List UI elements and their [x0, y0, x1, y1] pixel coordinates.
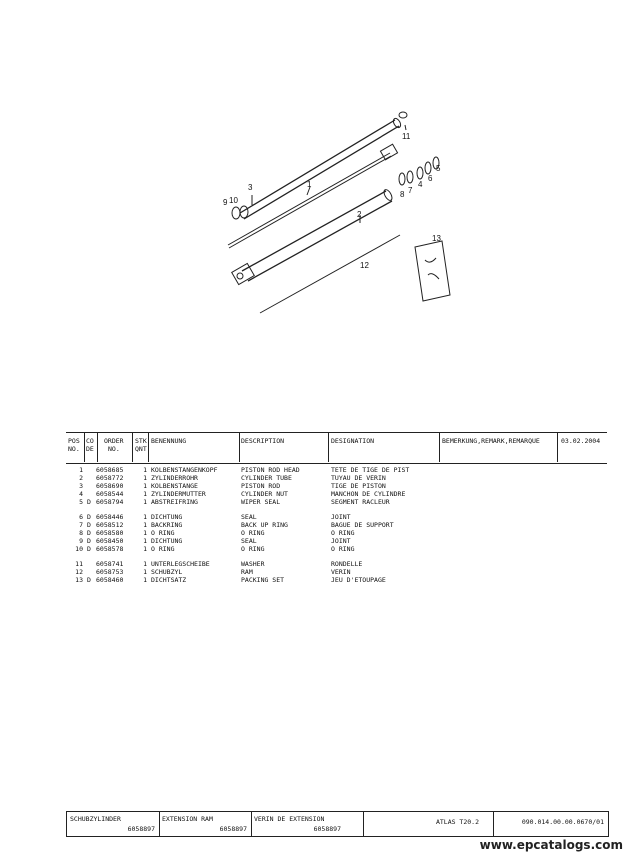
- row-order: 6058578: [96, 545, 124, 553]
- callout-2: 2: [357, 210, 362, 219]
- row-order: 6058450: [96, 537, 124, 545]
- table-row: [66, 537, 607, 545]
- row-de: KOLBENSTANGE: [151, 482, 198, 490]
- parts-table-body: [66, 466, 607, 584]
- callout-12: 12: [360, 261, 369, 270]
- row-qty: 1: [143, 545, 147, 553]
- row-en: CYLINDER NUT: [241, 490, 288, 498]
- watermark: www.epcatalogs.com: [479, 838, 623, 852]
- row-qty: 1: [143, 474, 147, 482]
- callout-10: 10: [229, 196, 238, 205]
- row-pos: 3: [79, 482, 83, 490]
- row-qty: 1: [143, 576, 147, 584]
- row-code: D: [87, 513, 91, 521]
- row-en: RAM: [241, 568, 253, 576]
- callout-6: 6: [428, 174, 433, 183]
- row-en: PACKING SET: [241, 576, 285, 584]
- document-reference: 090.014.00.00.0670/01: [521, 818, 604, 826]
- callout-5: 5: [436, 164, 441, 173]
- order-header-line1: ORDER: [104, 437, 124, 445]
- row-de: ABSTREIFRING: [151, 498, 198, 506]
- row-de: UNTERLEGSCHEIBE: [151, 560, 210, 568]
- divider: [239, 432, 240, 462]
- table-row: [66, 474, 607, 482]
- row-qty: 1: [143, 537, 147, 545]
- row-qty: 1: [143, 466, 147, 474]
- table-row: [66, 568, 607, 576]
- table-row: [66, 545, 607, 553]
- row-de: BACKRING: [151, 521, 183, 529]
- row-qty: 1: [143, 490, 147, 498]
- row-fr: BAGUE DE SUPPORT: [331, 521, 394, 529]
- fr-assembly-number: 6058897: [313, 825, 341, 833]
- row-order: 6058544: [96, 490, 124, 498]
- row-fr: RONDELLE: [331, 560, 363, 568]
- row-de: SCHUBZYL: [151, 568, 183, 576]
- order-header-line2: NO.: [108, 445, 120, 453]
- title-block: [66, 811, 609, 837]
- row-pos: 12: [75, 568, 83, 576]
- row-order: 6058685: [96, 466, 124, 474]
- row-order: 6058690: [96, 482, 124, 490]
- qty-header-line1: STK: [135, 437, 147, 445]
- row-de: O RING: [151, 529, 175, 537]
- row-qty: 1: [143, 482, 147, 490]
- row-order: 6058460: [96, 576, 124, 584]
- row-en: SEAL: [241, 537, 257, 545]
- en-header: DESCRIPTION: [241, 437, 285, 445]
- row-qty: 1: [143, 529, 147, 537]
- divider: [97, 432, 98, 462]
- row-qty: 1: [143, 513, 147, 521]
- date-header: 03.02.2004: [561, 437, 601, 445]
- en-assembly-number: 6058897: [219, 825, 247, 833]
- table-row: [66, 498, 607, 506]
- row-de: DICHTUNG: [151, 513, 183, 521]
- table-row: [66, 490, 607, 498]
- pos-header-line2: NO.: [68, 445, 80, 453]
- callout-1: 1: [307, 180, 312, 189]
- row-order: 6058512: [96, 521, 124, 529]
- en-assembly-title: EXTENSION RAM: [162, 815, 213, 823]
- row-order: 6058772: [96, 474, 124, 482]
- callout-11: 11: [402, 132, 411, 141]
- row-en: SEAL: [241, 513, 257, 521]
- row-de: KOLBENSTANGENKOPF: [151, 466, 218, 474]
- row-code: D: [87, 498, 91, 506]
- row-fr: O RING: [331, 529, 355, 537]
- table-row: [66, 560, 607, 568]
- row-de: O RING: [151, 545, 175, 553]
- divider: [132, 432, 133, 462]
- table-row: [66, 513, 607, 521]
- row-order: 6058753: [96, 568, 124, 576]
- table-row: [66, 466, 607, 474]
- row-qty: 1: [143, 560, 147, 568]
- row-fr: JOINT: [331, 537, 351, 545]
- fr-assembly-title: VERIN DE EXTENSION: [254, 815, 325, 823]
- divider: [328, 432, 329, 462]
- divider: [557, 432, 558, 462]
- row-pos: 2: [79, 474, 83, 482]
- model-name: ATLAS T20.2: [435, 818, 479, 826]
- row-en: CYLINDER TUBE: [241, 474, 292, 482]
- row-pos: 9: [79, 537, 83, 545]
- row-qty: 1: [143, 498, 147, 506]
- row-pos: 1: [79, 466, 83, 474]
- row-order: 6058580: [96, 529, 124, 537]
- row-en: WIPER SEAL: [241, 498, 281, 506]
- code-header-line2: DE: [86, 445, 94, 453]
- table-row: [66, 576, 607, 584]
- row-en: PISTON ROD: [241, 482, 281, 490]
- row-de: DICHTSATZ: [151, 576, 187, 584]
- divider: [148, 432, 149, 462]
- row-order: 6058446: [96, 513, 124, 521]
- row-pos: 5: [79, 498, 83, 506]
- row-de: DICHTUNG: [151, 537, 183, 545]
- callout-7: 7: [408, 186, 413, 195]
- row-fr: O RING: [331, 545, 355, 553]
- row-code: D: [87, 545, 91, 553]
- row-de: ZYLINDERMUTTER: [151, 490, 206, 498]
- row-pos: 7: [79, 521, 83, 529]
- row-pos: 11: [75, 560, 83, 568]
- row-order: 6058794: [96, 498, 124, 506]
- qty-header-line2: QNT: [135, 445, 147, 453]
- row-pos: 10: [75, 545, 83, 553]
- table-row: [66, 482, 607, 490]
- de-assembly-number: 6058897: [127, 825, 155, 833]
- row-en: WASHER: [241, 560, 265, 568]
- remark-header: BEMERKUNG,REMARK,REMARQUE: [442, 437, 540, 445]
- row-en: BACK UP RING: [241, 521, 288, 529]
- row-fr: TETE DE TIGE DE PIST: [331, 466, 410, 474]
- callout-4: 4: [418, 180, 423, 189]
- row-pos: 4: [79, 490, 83, 498]
- divider: [439, 432, 440, 462]
- row-fr: TIGE DE PISTON: [331, 482, 386, 490]
- pos-header-line1: POS: [68, 437, 80, 445]
- row-qty: 1: [143, 521, 147, 529]
- callout-8: 8: [400, 190, 405, 199]
- row-qty: 1: [143, 568, 147, 576]
- row-pos: 13: [75, 576, 83, 584]
- row-code: D: [87, 576, 91, 584]
- row-fr: JEU D'ETOUPAGE: [331, 576, 386, 584]
- divider: [84, 432, 85, 462]
- row-de: ZYLINDERROHR: [151, 474, 198, 482]
- row-fr: TUYAU DE VERIN: [331, 474, 386, 482]
- row-en: O RING: [241, 529, 265, 537]
- table-row: [66, 529, 607, 537]
- row-code: D: [87, 529, 91, 537]
- callout-3: 3: [248, 183, 253, 192]
- table-row: [66, 521, 607, 529]
- callout-13: 13: [432, 234, 441, 243]
- row-fr: MANCHON DE CYLINDRE: [331, 490, 406, 498]
- row-fr: VERIN: [331, 568, 351, 576]
- de-assembly-title: SCHUBZYLINDER: [70, 815, 121, 823]
- de-header: BENENNUNG: [151, 437, 187, 445]
- callout-9: 9: [223, 198, 228, 207]
- fr-header: DESIGNATION: [331, 437, 375, 445]
- row-code: D: [87, 537, 91, 545]
- row-pos: 6: [79, 513, 83, 521]
- row-code: D: [87, 521, 91, 529]
- row-en: PISTON ROD HEAD: [241, 466, 300, 474]
- row-order: 6058741: [96, 560, 124, 568]
- row-fr: SEGMENT RACLEUR: [331, 498, 390, 506]
- row-en: O RING: [241, 545, 265, 553]
- exploded-parts-drawing: [210, 95, 470, 325]
- row-fr: JOINT: [331, 513, 351, 521]
- row-pos: 8: [79, 529, 83, 537]
- code-header-line1: CO: [86, 437, 94, 445]
